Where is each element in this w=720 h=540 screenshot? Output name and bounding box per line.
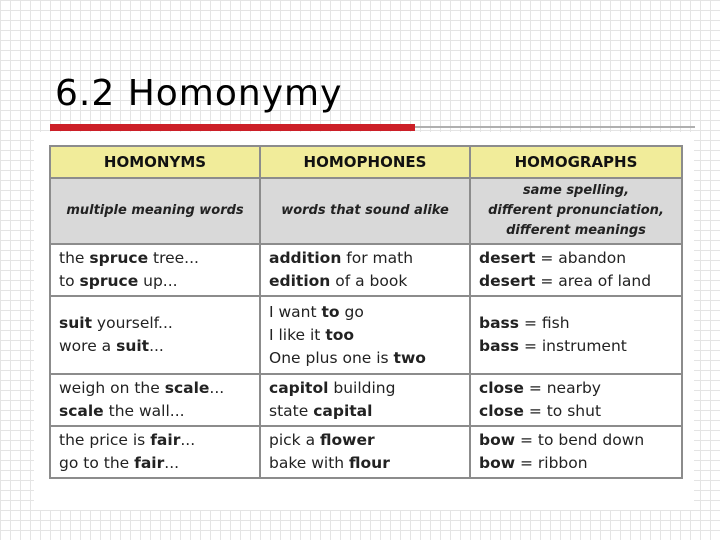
title-underline-accent	[50, 124, 415, 131]
homophones-cell	[260, 426, 470, 478]
key-word: fair	[150, 431, 181, 449]
example-line: bake with flour	[269, 454, 390, 472]
example-line: bow = ribbon	[479, 454, 588, 472]
definition-row	[50, 178, 682, 244]
header-row	[50, 146, 682, 178]
key-word: desert	[479, 272, 536, 290]
key-word: suit	[59, 314, 92, 332]
example-line: desert = area of land	[479, 272, 652, 290]
key-word: fair	[134, 454, 165, 472]
definition-homophones-text: words that sound alike	[281, 203, 449, 218]
key-word: scale	[59, 402, 104, 420]
example-row	[50, 244, 682, 296]
homographs-cell	[470, 244, 682, 296]
key-word: edition	[269, 272, 331, 290]
key-word: scale	[164, 379, 210, 397]
key-word: addition	[269, 249, 342, 267]
definition-homonyms	[50, 178, 260, 244]
example-line: the price is fair...	[59, 431, 196, 449]
example-line: edition of a book	[269, 272, 408, 290]
key-word: too	[325, 325, 355, 344]
example-line: pick a flower	[269, 431, 375, 449]
homonymy-table	[49, 145, 683, 479]
key-word: close	[479, 379, 524, 397]
definition-homographs-line: different pronunciation,	[488, 203, 664, 218]
key-word: bass	[479, 337, 520, 355]
homophones-cell	[260, 374, 470, 426]
example-line: bow = to bend down	[479, 431, 645, 449]
example-line: state capital	[269, 402, 373, 420]
example-line: I want to go	[269, 302, 364, 321]
example-line: weigh on the scale...	[59, 379, 225, 397]
key-word: bow	[479, 431, 516, 449]
definition-homographs	[470, 178, 682, 244]
example-line: close = to shut	[479, 402, 602, 420]
key-word: to	[321, 302, 340, 321]
definition-homographs-line: different meanings	[506, 223, 646, 238]
homonyms-cell	[50, 296, 260, 374]
example-line: to spruce up...	[59, 272, 178, 290]
example-line: scale the wall...	[59, 402, 185, 420]
example-line: the spruce tree...	[59, 249, 199, 267]
example-line: suit yourself...	[59, 314, 173, 332]
key-word: capital	[313, 402, 373, 420]
example-line: One plus one is two	[269, 348, 426, 367]
homophones-cell	[260, 296, 470, 374]
example-line: bass = instrument	[479, 337, 627, 355]
homonyms-cell	[50, 374, 260, 426]
definition-homographs-line: same spelling,	[522, 183, 630, 198]
key-word: capitol	[269, 379, 329, 397]
key-word: close	[479, 402, 524, 420]
homographs-cell	[470, 296, 682, 374]
example-line: I like it too	[269, 325, 355, 344]
homophones-cell	[260, 244, 470, 296]
key-word: desert	[479, 249, 536, 267]
key-word: flour	[349, 454, 390, 472]
example-line: capitol building	[269, 379, 396, 397]
example-line: desert = abandon	[479, 249, 627, 267]
example-line: addition for math	[269, 249, 414, 267]
definition-homophones	[260, 178, 470, 244]
example-row	[50, 374, 682, 426]
key-word: two	[393, 348, 426, 367]
homonyms-cell	[50, 244, 260, 296]
header-homographs: HOMOGRAPHS	[470, 146, 682, 178]
example-line: wore a suit...	[59, 337, 164, 355]
key-word: spruce	[79, 272, 139, 290]
key-word: spruce	[89, 249, 149, 267]
homonyms-cell	[50, 426, 260, 478]
example-line: go to the fair...	[59, 454, 180, 472]
key-word: flower	[320, 431, 375, 449]
example-row	[50, 426, 682, 478]
example-row	[50, 296, 682, 374]
key-word: bass	[479, 314, 520, 332]
definition-homonyms-text: multiple meaning words	[66, 203, 244, 218]
title-underline-rule	[415, 126, 695, 128]
key-word: bow	[479, 454, 516, 472]
slide-title: 6.2 Homonymy	[55, 73, 343, 114]
header-homophones: HOMOPHONES	[260, 146, 470, 178]
header-homonyms: HOMONYMS	[50, 146, 260, 178]
homographs-cell	[470, 426, 682, 478]
key-word: suit	[116, 337, 150, 355]
example-line: close = nearby	[479, 379, 601, 397]
example-line: bass = fish	[479, 314, 570, 332]
homographs-cell	[470, 374, 682, 426]
